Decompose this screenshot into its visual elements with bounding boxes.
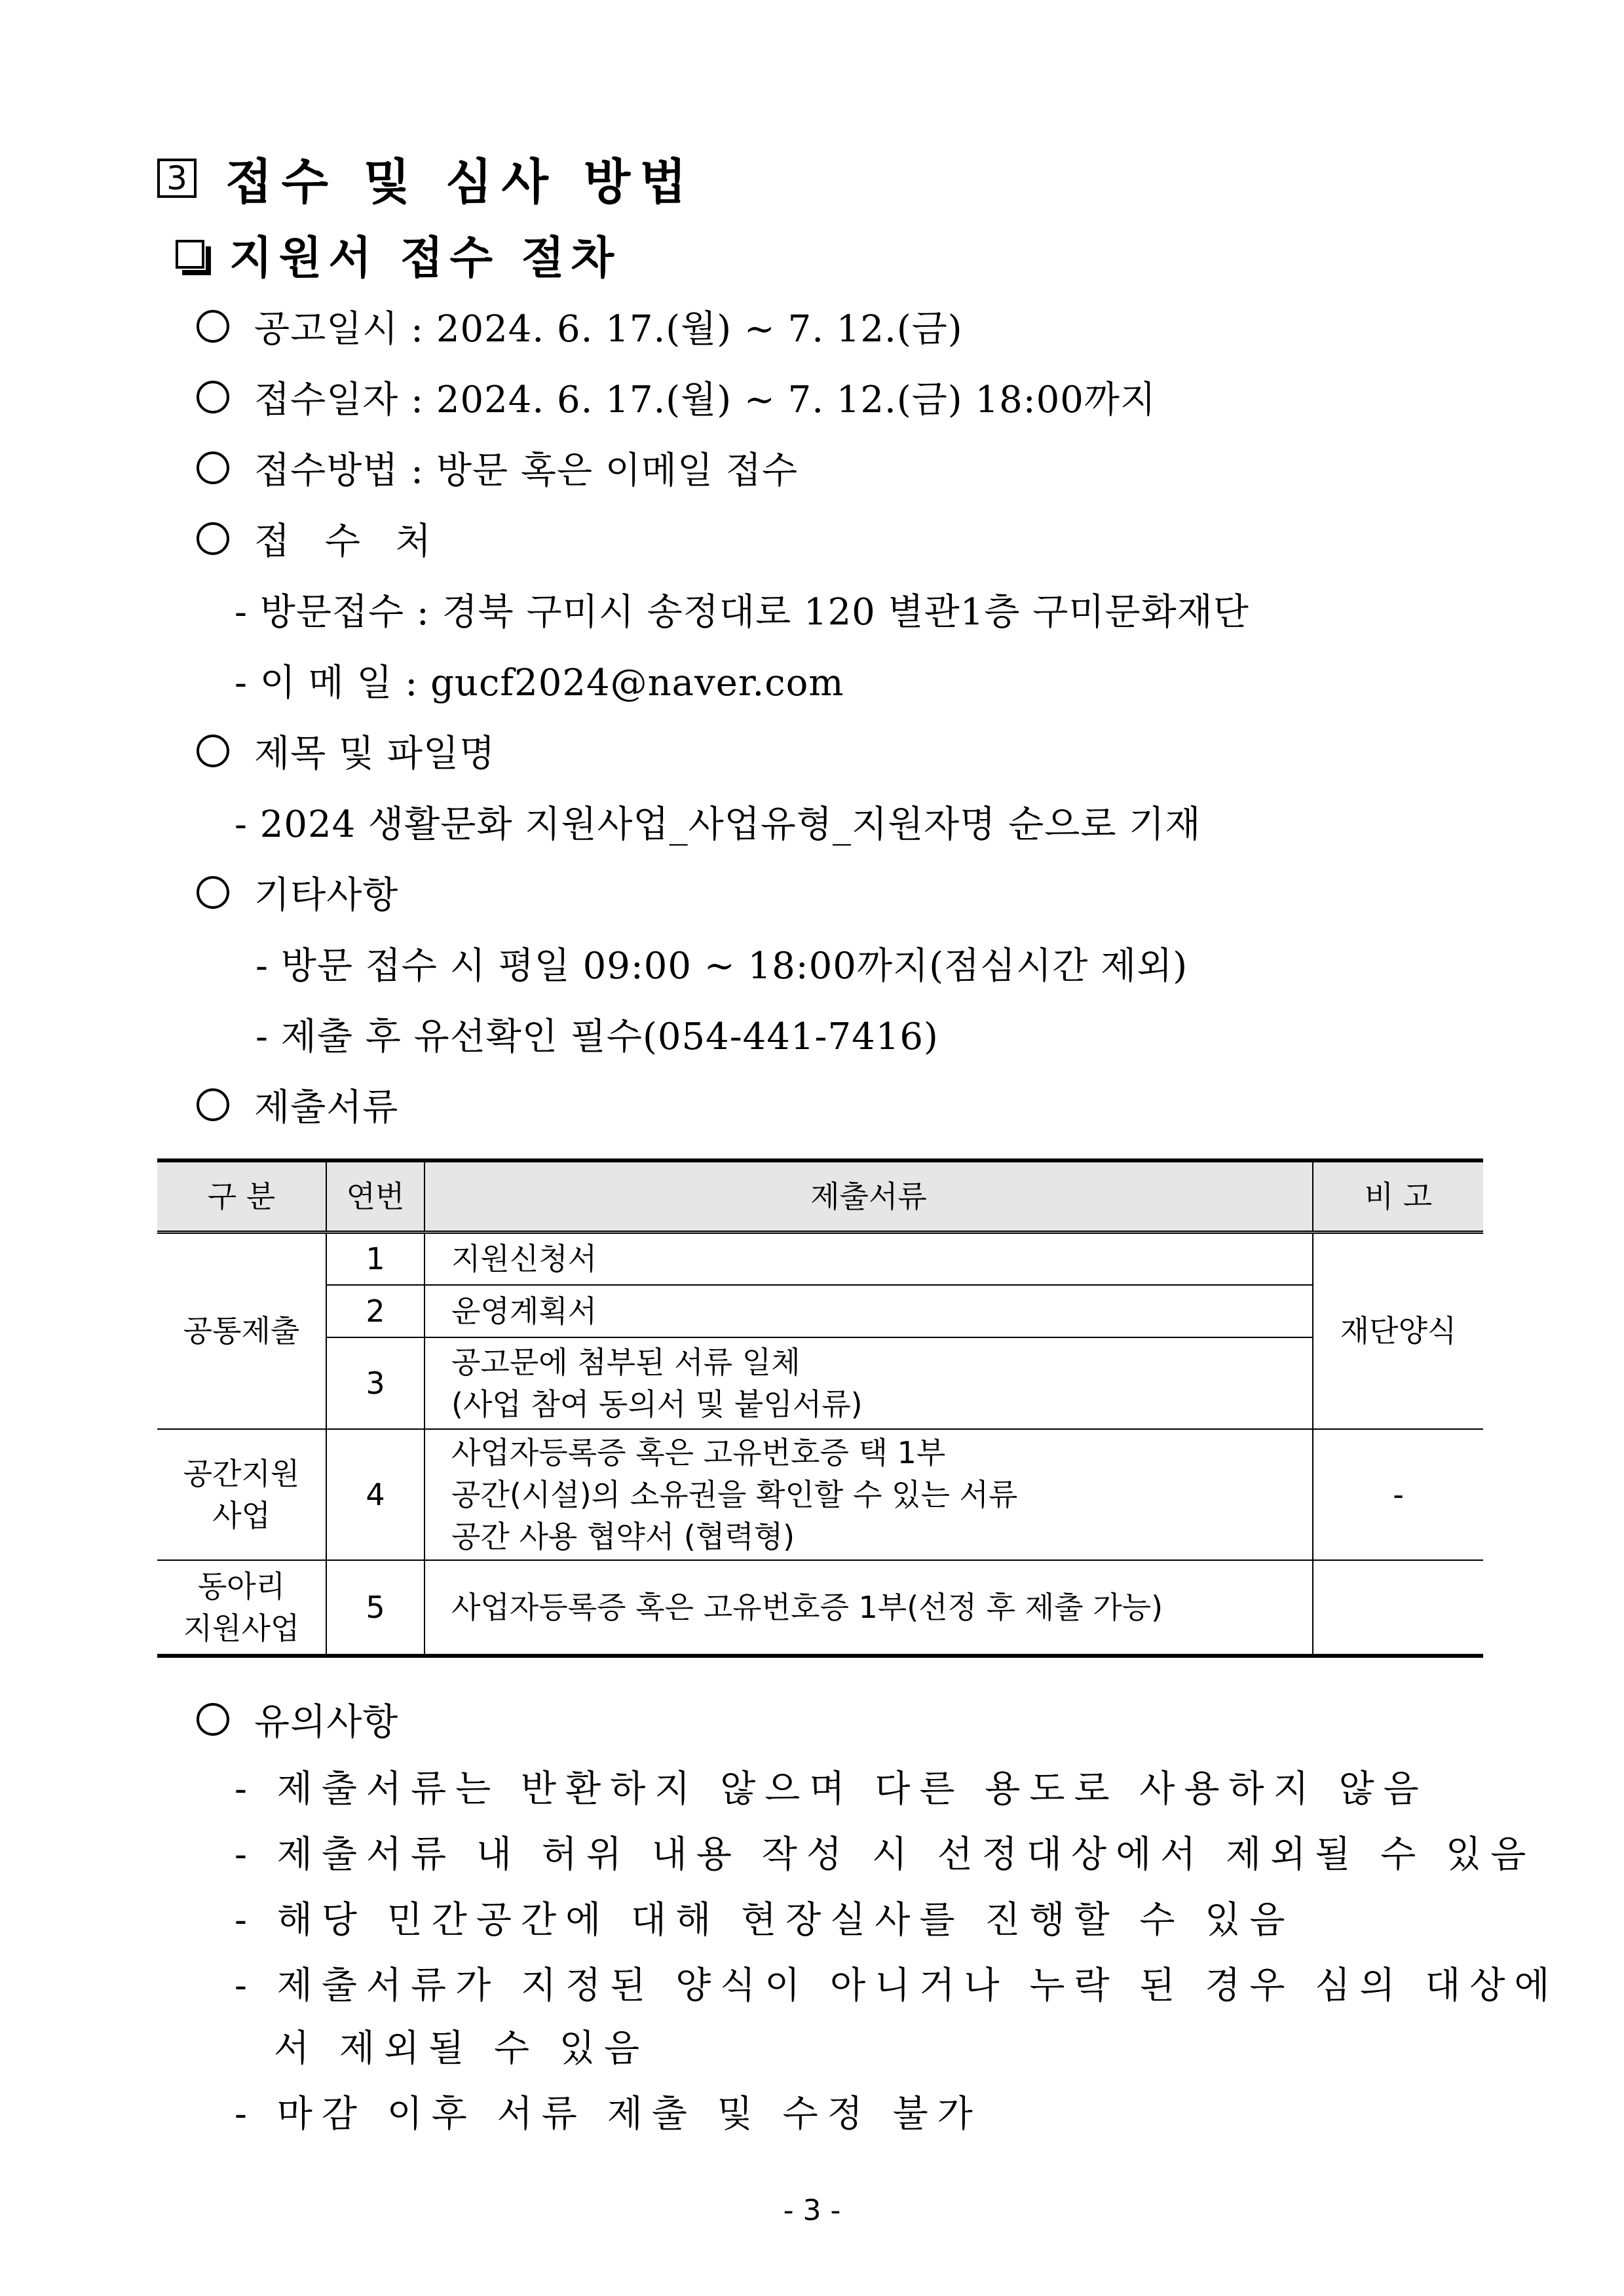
row-document: 지원신청서 <box>425 1233 1313 1285</box>
header-number: 연번 <box>326 1160 425 1233</box>
circle-bullet-icon <box>197 876 229 909</box>
note-4a: - 제출서류가 지정된 양식이 아니거나 누락 된 경우 심의 대상에 <box>235 1964 1559 2007</box>
row-number: 1 <box>326 1233 425 1285</box>
header-remarks: 비 고 <box>1313 1160 1483 1233</box>
row-document: 공고문에 첨부된 서류 일체 (사업 참여 동의서 및 붙임서류) <box>425 1337 1313 1429</box>
row-number: 4 <box>326 1429 425 1560</box>
row-document: 운영계획서 <box>425 1285 1313 1337</box>
item-email: - 이 메 일 : gucf2024@naver.com <box>235 662 844 704</box>
section-title: 접수 및 심사 방법 <box>225 154 696 210</box>
item-announce: 공고일시 : 2024. 6. 17.(월) ~ 7. 12.(금) <box>197 294 963 359</box>
notes-title: 유의사항 <box>197 1687 398 1752</box>
row-number: 3 <box>326 1337 425 1429</box>
table-row <box>157 1337 1483 1429</box>
note-2: - 제출서류 내 허위 내용 작성 시 선정대상에서 제외될 수 있음 <box>235 1833 1536 1876</box>
circle-bullet-icon <box>197 1088 229 1121</box>
row-document: 사업자등록증 혹은 고유번호증 1부(선정 후 제출 가능) <box>425 1560 1313 1656</box>
item-visit-address: - 방문접수 : 경북 구미시 송정대로 120 별관1층 구미문화재단 <box>235 591 1249 634</box>
item-title-file: 제목 및 파일명 <box>197 718 495 784</box>
header-documents: 제출서류 <box>425 1160 1313 1233</box>
group-space: 공간지원 사업 <box>157 1429 326 1560</box>
item-etc-2: - 제출 후 유선확인 필수(054-441-7416) <box>255 1016 939 1058</box>
row-document: 사업자등록증 혹은 고유번호증 택 1부 공간(시설)의 소유권을 확인할 수 있는 서류 공간 사용 협약서 (협력형) <box>425 1429 1313 1560</box>
table-row <box>157 1233 1483 1285</box>
circle-bullet-icon <box>197 381 229 413</box>
circle-bullet-icon <box>197 735 229 767</box>
circle-bullet-icon <box>197 451 229 484</box>
subsection-heading <box>176 223 620 286</box>
note-3: - 해당 민간공간에 대해 현장실사를 진행할 수 있음 <box>235 1899 1294 1942</box>
table-row <box>157 1429 1483 1560</box>
item-receipt-method: 접수방법 : 방문 혹은 이메일 접수 <box>197 435 798 501</box>
subsection-title: 지원서 접수 절차 <box>229 232 621 284</box>
checkbox-square-icon <box>176 240 204 269</box>
item-receipt-date: 접수일자 : 2024. 6. 17.(월) ~ 7. 12.(금) 18:00까지 <box>197 364 1156 430</box>
item-docs: 제출서류 <box>197 1072 398 1138</box>
table-header-row <box>157 1160 1483 1233</box>
note-4b: 서 제외될 수 있음 <box>274 2027 649 2070</box>
remark-dash: - <box>1313 1429 1483 1560</box>
group-common: 공통제출 <box>157 1233 326 1429</box>
table-row <box>157 1560 1483 1656</box>
header-category: 구 분 <box>157 1160 326 1233</box>
note-1: - 제출서류는 반환하지 않으며 다른 용도로 사용하지 않음 <box>235 1768 1428 1810</box>
group-club: 동아리 지원사업 <box>157 1560 326 1656</box>
circle-bullet-icon <box>197 1703 229 1736</box>
item-etc-1: - 방문 접수 시 평일 09:00 ~ 18:00까지(점심시간 제외) <box>255 945 1188 987</box>
row-number: 2 <box>326 1285 425 1337</box>
section-heading <box>157 145 696 211</box>
item-title-file-detail: - 2024 생활문화 지원사업_사업유형_지원자명 순으로 기재 <box>235 803 1201 846</box>
documents-table <box>157 1158 1483 1658</box>
item-receipt-place: 접 수 처 <box>197 506 443 571</box>
item-etc: 기타사항 <box>197 860 398 925</box>
circle-bullet-icon <box>197 522 229 555</box>
note-5: - 마감 이후 서류 제출 및 수정 불가 <box>235 2093 982 2135</box>
remark-foundation-form: 재단양식 <box>1313 1233 1483 1429</box>
table-row <box>157 1285 1483 1337</box>
row-number: 5 <box>326 1560 425 1656</box>
remark-empty <box>1313 1560 1483 1656</box>
page-number: - 3 - <box>783 2194 841 2227</box>
circle-bullet-icon <box>197 310 229 343</box>
section-number-box: 3 <box>157 159 197 198</box>
